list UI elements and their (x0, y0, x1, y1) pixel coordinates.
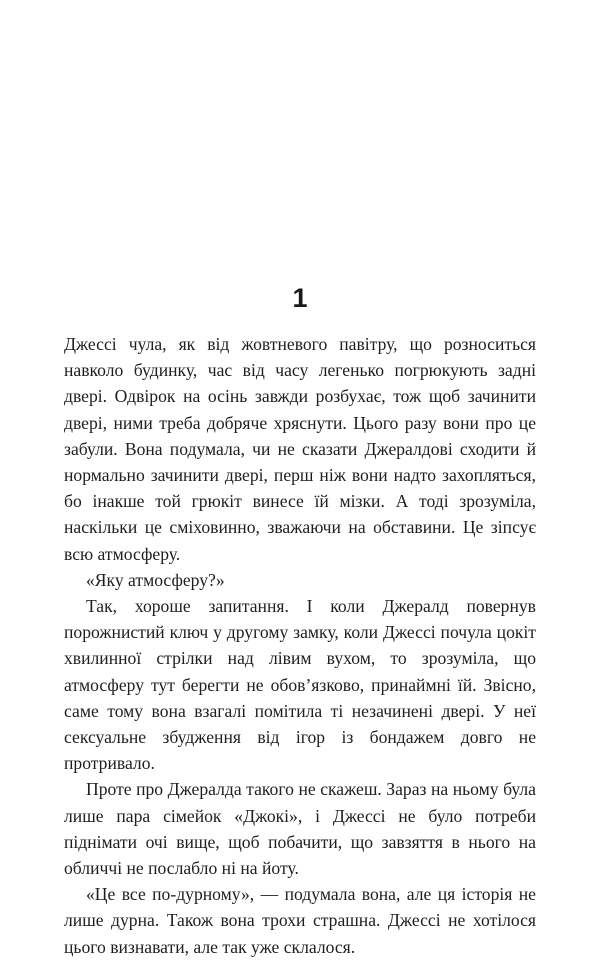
paragraph-2: «Яку атмосферу?» (86, 569, 225, 590)
paragraph-3: Так, хороше запитання. І коли Джералд повернув порожнистий ключ у другому замку, коли Джессі почула цокіт хвилинної стрілки над лівим вухом, то зрозуміла, що атмосферу тут берегти не обов’язково, принаймні їй. Звісно, саме тому вона взагалі помітила ті незачинені двері. У неї сексуальне збудження від ігор із бондажем довго не протривало. (64, 596, 536, 774)
paragraph-1: Джессі чула, як від жовтневого павітру, що розноситься навколо будинку, час від часу легенько погрюкують задні двері. Одвірок на осінь завжди розбухає, тож щоб зачинити двері, ними треба добряче хряснути. Цього разу вони про це забули. Вона подумала, чи не сказати Джералдові сходити й нормально зачинити двері, перш ніж вони надто захопляться, бо інакше той грюкіт винесе їй мізки. А тоді зрозуміла, наскільки це сміховинно, зважаючи на обставини. Це зіпсує всю атмосферу. (64, 334, 536, 564)
chapter-number: 1 (292, 283, 308, 313)
paragraph-5: «Це все по-дурному», — подумала вона, але ця історія не лише дурна. Також вона трохи страшна. Джессі не хотілося цього визнавати, але так уже склалося. (64, 884, 536, 957)
paragraph-4: Проте про Джералда такого не скажеш. Зараз на ньому була лише пара сімейок «Джокі», і Джессі не було потреби піднімати очі вище, щоб побачити, що завзяття в нього на обличчі не послабло ні на йоту. (64, 779, 536, 879)
chapter-text (64, 331, 536, 960)
